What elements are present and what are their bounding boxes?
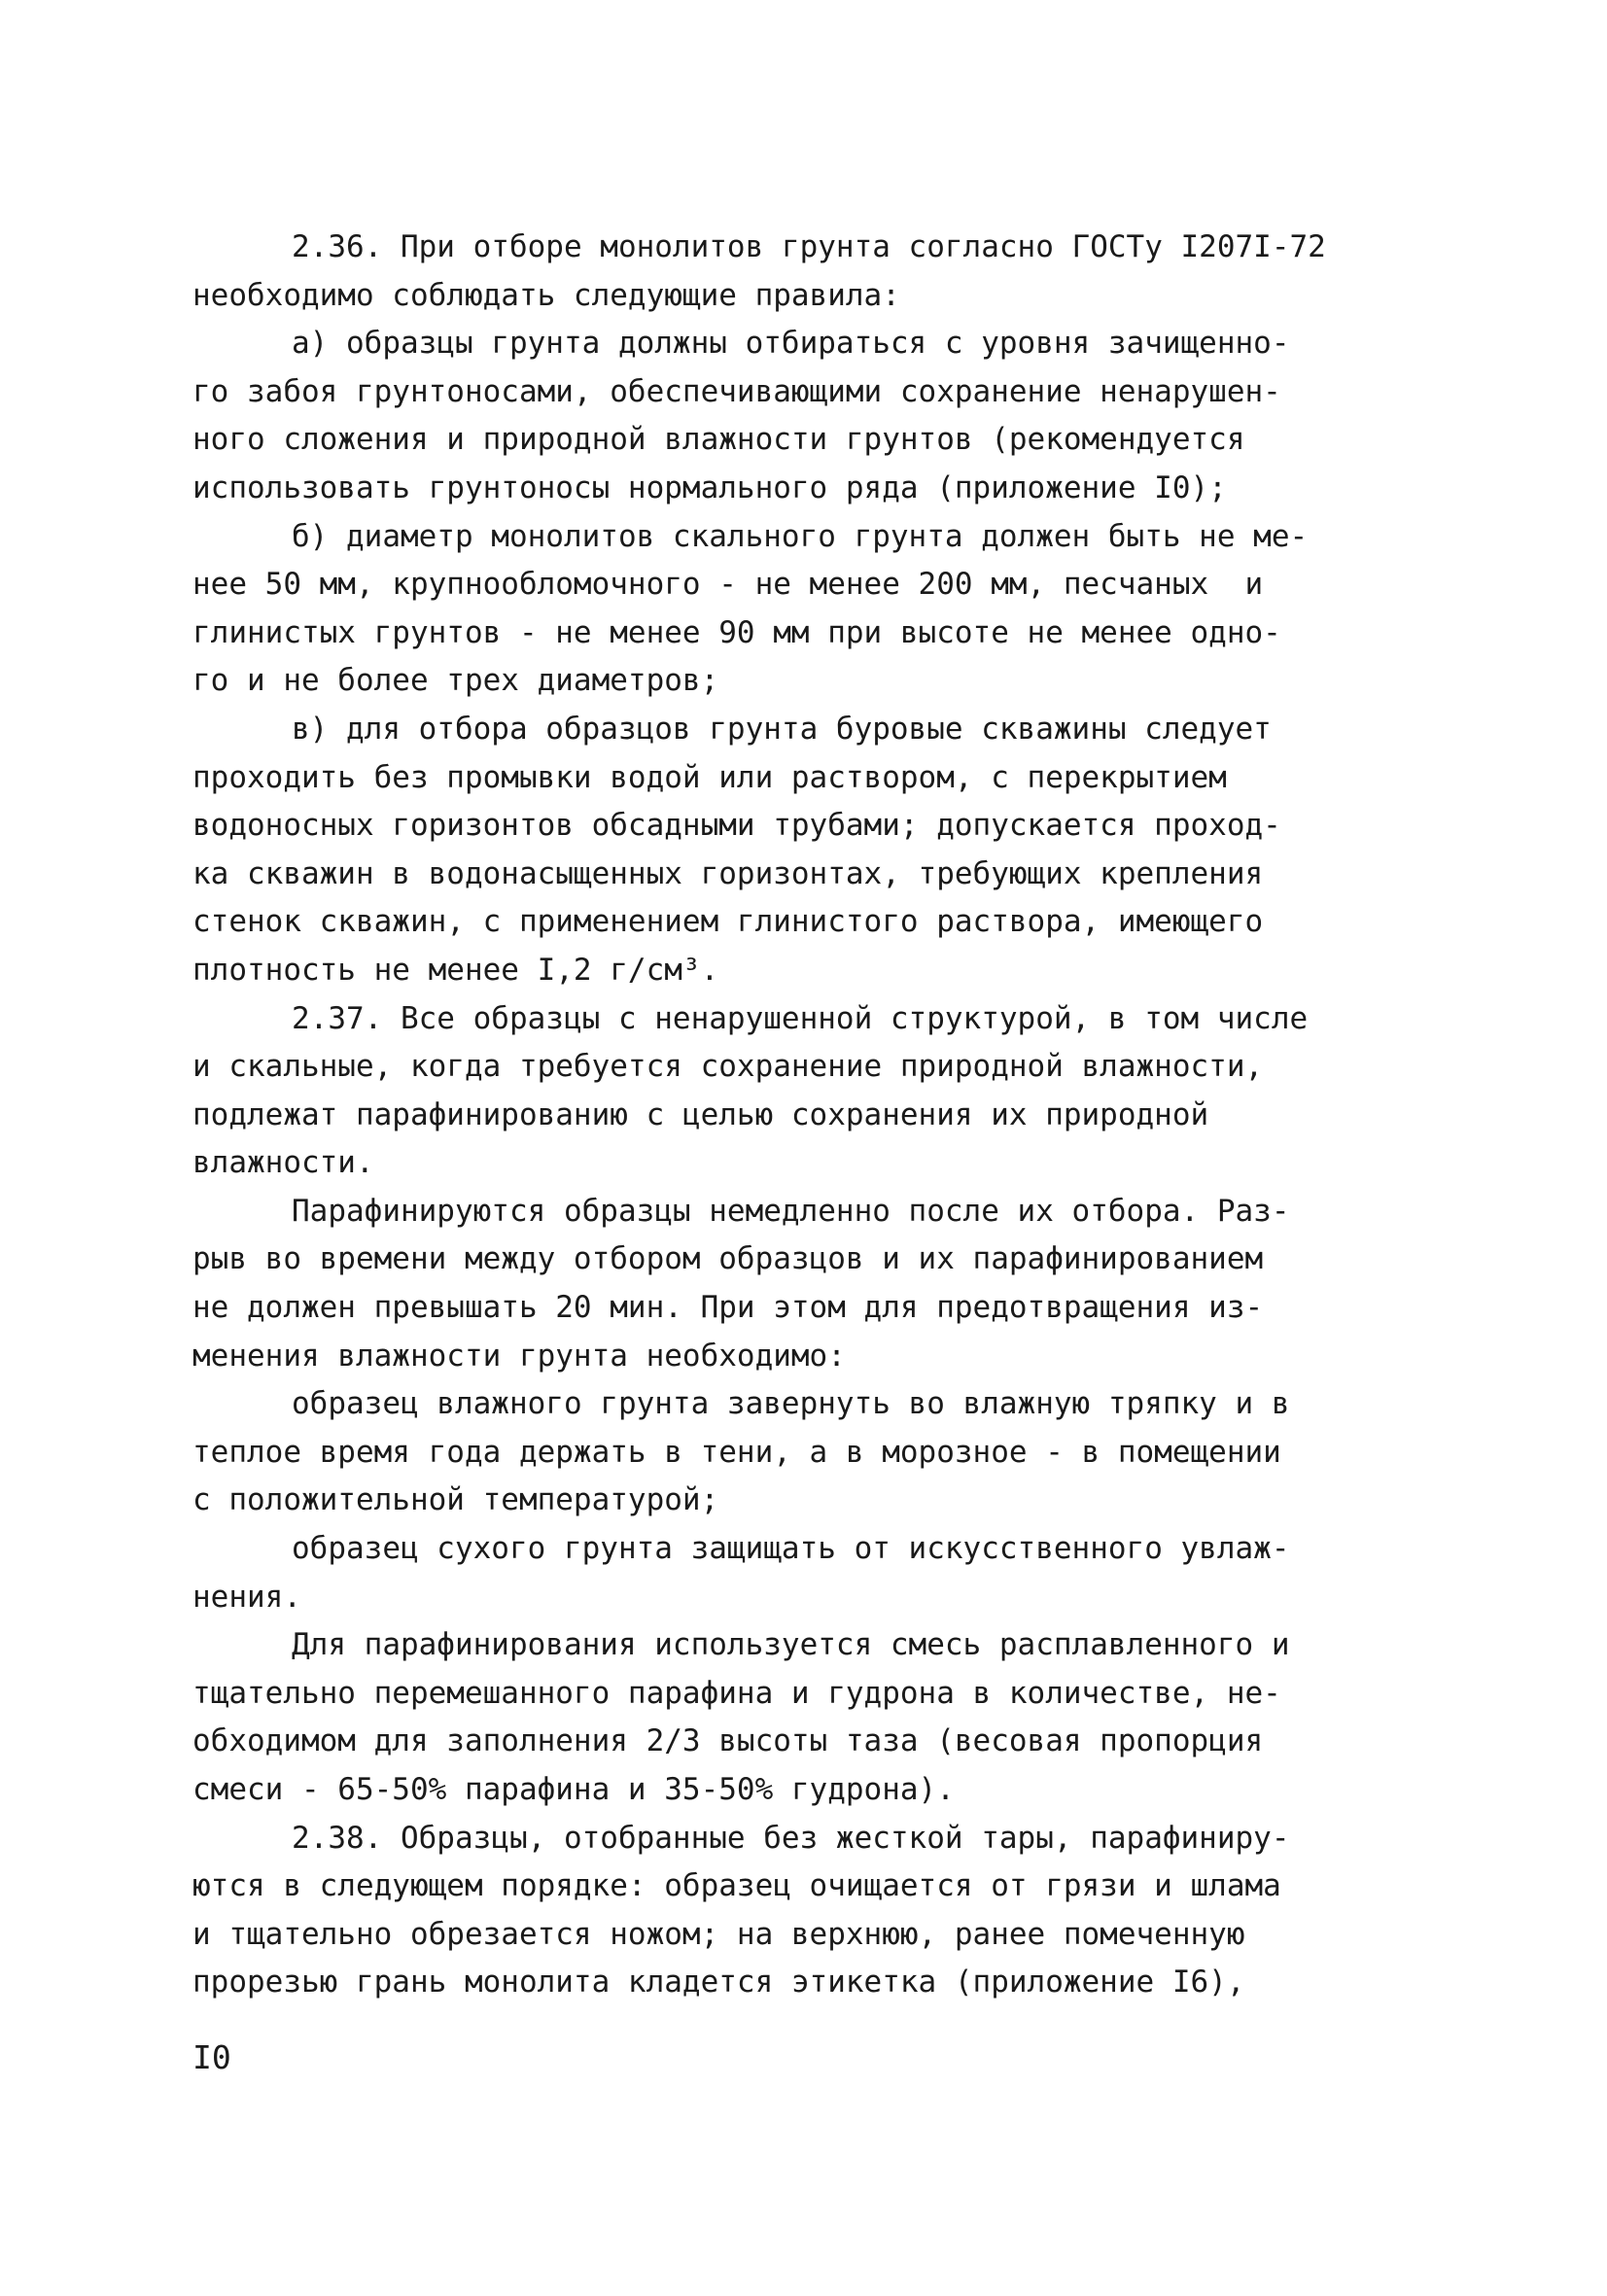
text-line: 2.37. Все образцы с ненарушенной структурой, в том числе xyxy=(292,1000,1309,1036)
text-line: теплое время года держать в тени, а в морозное - в помещении xyxy=(192,1434,1281,1470)
text-line: ются в следующем порядке: образец очищается от грязи и шлама xyxy=(192,1868,1281,1904)
text-line: водоносных горизонтов обсадными трубами; допускается проход- xyxy=(192,808,1281,844)
text-line: влажности. xyxy=(192,1145,374,1181)
text-line: менения влажности грунта необходимо: xyxy=(192,1338,846,1374)
page-body xyxy=(192,224,1398,2007)
text-line: го забоя грунтоносами, обеспечивающими сохранение ненарушен- xyxy=(192,373,1281,409)
text-line: 2.38. Образцы, отобранные без жесткой тары, парафиниру- xyxy=(292,1820,1290,1856)
page-number: I0 xyxy=(192,2038,231,2076)
text-line: и скальные, когда требуется сохранение природной влажности, xyxy=(192,1049,1264,1085)
text-line: Парафинируются образцы немедленно после их отбора. Раз- xyxy=(292,1193,1290,1229)
text-line: необходимо соблюдать следующие правила: xyxy=(192,277,900,313)
text-line: Для парафинирования используется смесь расплавленного и xyxy=(292,1627,1290,1663)
text-line: использовать грунтоносы нормального ряда (приложение I0); xyxy=(192,470,1227,505)
text-line: ка скважин в водонасыщенных горизонтах, требующих крепления xyxy=(192,855,1264,891)
text-line: го и не более трех диаметров; xyxy=(192,663,719,699)
text-line: и тщательно обрезается ножом; на верхнюю, ранее помеченную xyxy=(192,1916,1245,1952)
text-line: в) для отбора образцов грунта буровые скважины следует xyxy=(292,711,1272,747)
text-line: ного сложения и природной влажности грунтов (рекомендуется xyxy=(192,422,1245,458)
text-line: нения. xyxy=(192,1579,301,1615)
text-line: рыв во времени между отбором образцов и их парафинированием xyxy=(192,1241,1264,1277)
text-line: б) диаметр монолитов скального грунта должен быть не ме- xyxy=(292,518,1309,554)
text-line: обходимом для заполнения 2/3 высоты таза (весовая пропорция xyxy=(192,1723,1264,1759)
text-line: нее 50 мм, крупнообломочного - не менее 200 мм, песчаных и xyxy=(192,567,1264,603)
text-line: с положительной температурой; xyxy=(192,1482,719,1518)
text-line: стенок скважин, с применением глинистого раствора, имеющего xyxy=(192,904,1264,940)
text-line: образец влажного грунта завернуть во влажную тряпку и в xyxy=(292,1386,1290,1422)
text-line: тщательно перемешанного парафина и гудрона в количестве, не- xyxy=(192,1675,1281,1711)
text-line: а) образцы грунта должны отбираться с уровня зачищенно- xyxy=(292,326,1290,362)
text-line: образец сухого грунта защищать от искусственного увлаж- xyxy=(292,1531,1290,1567)
text-line: 2.36. При отборе монолитов грунта согласно ГОСТу I207I-72 xyxy=(292,229,1326,264)
text-line: плотность не менее I,2 г/см³. xyxy=(192,952,719,988)
text-line: проходить без промывки водой или раствором, с перекрытием xyxy=(192,759,1227,795)
text-line: смеси - 65-50% парафина и 35-50% гудрона). xyxy=(192,1772,955,1807)
text-line: подлежат парафинированию с целью сохранения их природной xyxy=(192,1096,1209,1132)
text-line: не должен превышать 20 мин. При этом для предотвращения из- xyxy=(192,1290,1264,1326)
text-line: глинистых грунтов - не менее 90 мм при высоте не менее одно- xyxy=(192,614,1281,650)
text-line: прорезью грань монолита кладется этикетка (приложение I6), xyxy=(192,1965,1245,2000)
